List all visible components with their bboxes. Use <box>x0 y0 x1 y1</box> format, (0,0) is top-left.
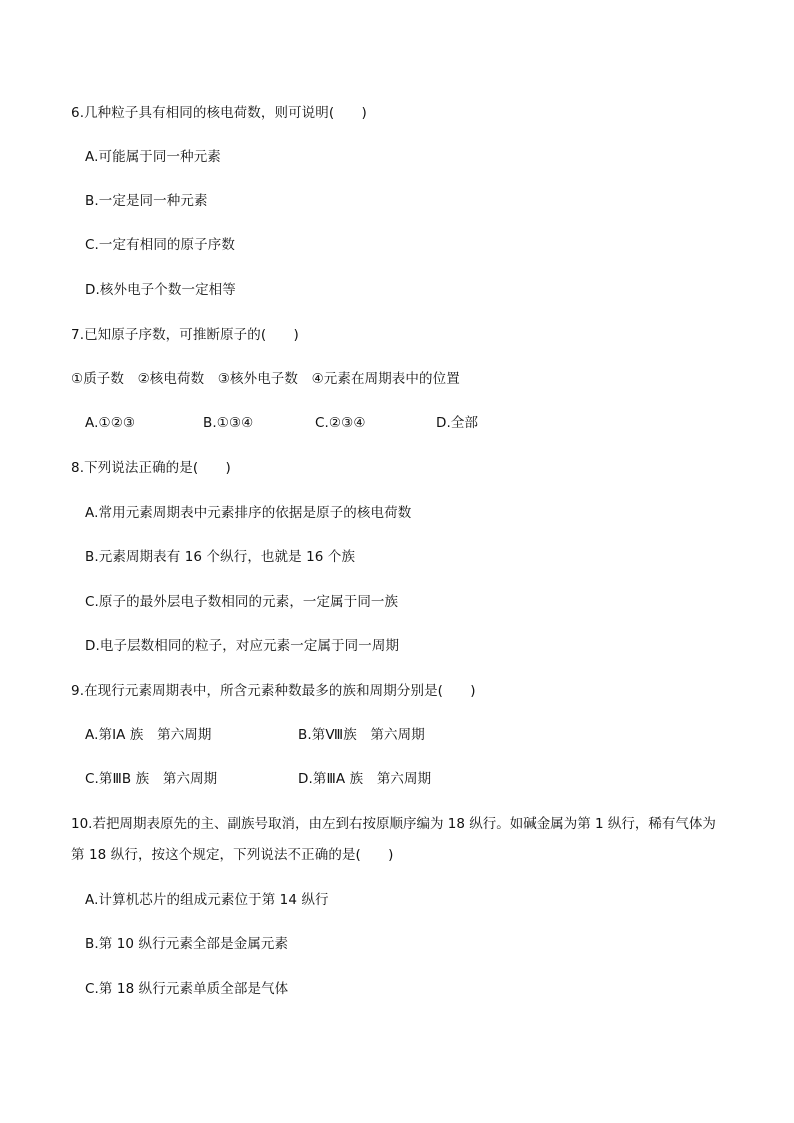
question-10-stem-line-2: 第 18 纵行，按这个规定，下列说法不正确的是( ) <box>71 847 394 863</box>
question-9-option-a: A.第ⅠA 族 第六周期 <box>85 727 212 743</box>
question-6-option-d: D.核外电子个数一定相等 <box>85 282 236 298</box>
question-10-option-b: B.第 10 纵行元素全部是金属元素 <box>85 936 289 952</box>
question-10-stem-line-1: 10.若把周期表原先的主、副族号取消，由左到右按原顺序编为 18 纵行。如碱金属为第 1 纵行，稀有气体为 <box>71 816 716 832</box>
question-6-option-b: B.一定是同一种元素 <box>85 193 208 209</box>
question-6-option-c: C.一定有相同的原子序数 <box>85 237 235 253</box>
question-10-option-c: C.第 18 纵行元素单质全部是气体 <box>85 981 289 997</box>
question-7-option-d: D.全部 <box>436 415 479 431</box>
question-7-stem: 7.已知原子序数，可推断原子的( ) <box>71 327 299 343</box>
question-9-option-b: B.第Ⅷ族 第六周期 <box>298 727 425 743</box>
question-8-stem: 8.下列说法正确的是( ) <box>71 460 231 476</box>
question-7-option-b: B.①③④ <box>203 415 254 431</box>
question-8-option-c: C.原子的最外层电子数相同的元素，一定属于同一族 <box>85 594 399 610</box>
question-9-option-c: C.第ⅢB 族 第六周期 <box>85 771 218 787</box>
question-8-option-a: A.常用元素周期表中元素排序的依据是原子的核电荷数 <box>85 505 412 521</box>
question-9-stem: 9.在现行元素周期表中，所含元素种数最多的族和周期分别是( ) <box>71 683 476 699</box>
question-6-stem: 6.几种粒子具有相同的核电荷数，则可说明( ) <box>71 105 367 121</box>
question-9-option-d: D.第ⅢA 族 第六周期 <box>298 771 432 787</box>
question-7-option-a: A.①②③ <box>85 415 136 431</box>
question-8-option-b: B.元素周期表有 16 个纵行，也就是 16 个族 <box>85 549 356 565</box>
question-7-items: ①质子数 ②核电荷数 ③核外电子数 ④元素在周期表中的位置 <box>71 371 460 387</box>
question-6-option-a: A.可能属于同一种元素 <box>85 149 221 165</box>
question-10-option-a: A.计算机芯片的组成元素位于第 14 纵行 <box>85 892 329 908</box>
question-8-option-d: D.电子层数相同的粒子，对应元素一定属于同一周期 <box>85 638 400 654</box>
question-7-option-c: C.②③④ <box>315 415 366 431</box>
